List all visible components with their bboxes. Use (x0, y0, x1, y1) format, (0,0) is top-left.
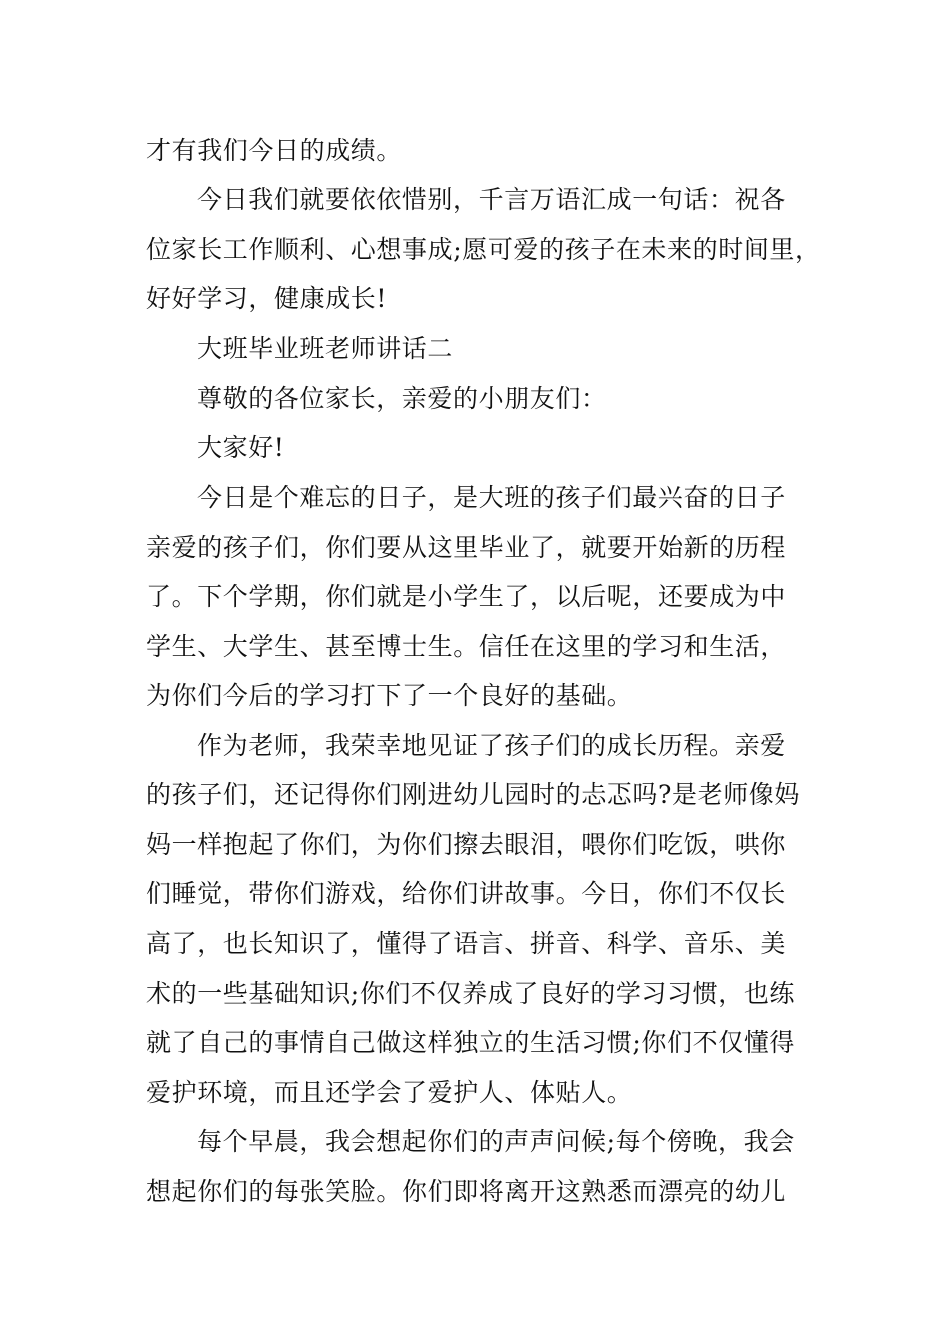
paragraph-first-line: 每个早晨，我会想起你们的声声问候;每个傍晚，我会 (197, 1127, 795, 1156)
paragraph-first-line: 今日我们就要依依惜别，千言万语汇成一句话：祝各 (197, 185, 786, 214)
text-line: 妈一样抱起了你们，为你们擦去眼泪，喂你们吃饭，哄你 (146, 830, 787, 859)
text-line: 亲爱的孩子们，你们要从这里毕业了，就要开始新的历程 (146, 533, 787, 562)
text-line: 学生、大学生、甚至博士生。信任在这里的学习和生活， (146, 632, 787, 661)
paragraph-first-line: 今日是个难忘的日子，是大班的孩子们最兴奋的日子 (197, 483, 786, 512)
text-line: 们睡觉，带你们游戏，给你们讲故事。今日，你们不仅长 (146, 879, 787, 908)
section-title: 大班毕业班老师讲话二 (197, 334, 454, 363)
greeting: 大家好! (197, 433, 285, 462)
paragraph-first-line: 作为老师，我荣幸地见证了孩子们的成长历程。亲爱 (197, 731, 786, 760)
text-line: 的孩子们，还记得你们刚进幼儿园时的忐忑吗?是老师像妈 (146, 780, 801, 809)
text-line: 就了自己的事情自己做这样独立的生活习惯;你们不仅懂得 (146, 1028, 796, 1057)
text-line: 好好学习，健康成长! (146, 284, 388, 313)
text-line: 想起你们的每张笑脸。你们即将离开这熟悉而漂亮的幼儿 (146, 1177, 787, 1206)
text-line: 了。下个学期，你们就是小学生了，以后呢，还要成为中 (146, 582, 787, 611)
text-line: 爱护环境，而且还学会了爱护人、体贴人。 (146, 1078, 633, 1107)
text-line: 高了，也长知识了，懂得了语言、拼音、科学、音乐、美 (146, 929, 787, 958)
text-line: 术的一些基础知识;你们不仅养成了良好的学习习惯，也练 (146, 979, 796, 1008)
text-line: 才有我们今日的成绩。 (146, 136, 403, 165)
text-line: 为你们今后的学习打下了一个良好的基础。 (146, 681, 633, 710)
text-line: 位家长工作顺利、心想事成;愿可爱的孩子在未来的时间里， (146, 235, 821, 264)
salutation: 尊敬的各位家长，亲爱的小朋友们： (197, 384, 607, 413)
